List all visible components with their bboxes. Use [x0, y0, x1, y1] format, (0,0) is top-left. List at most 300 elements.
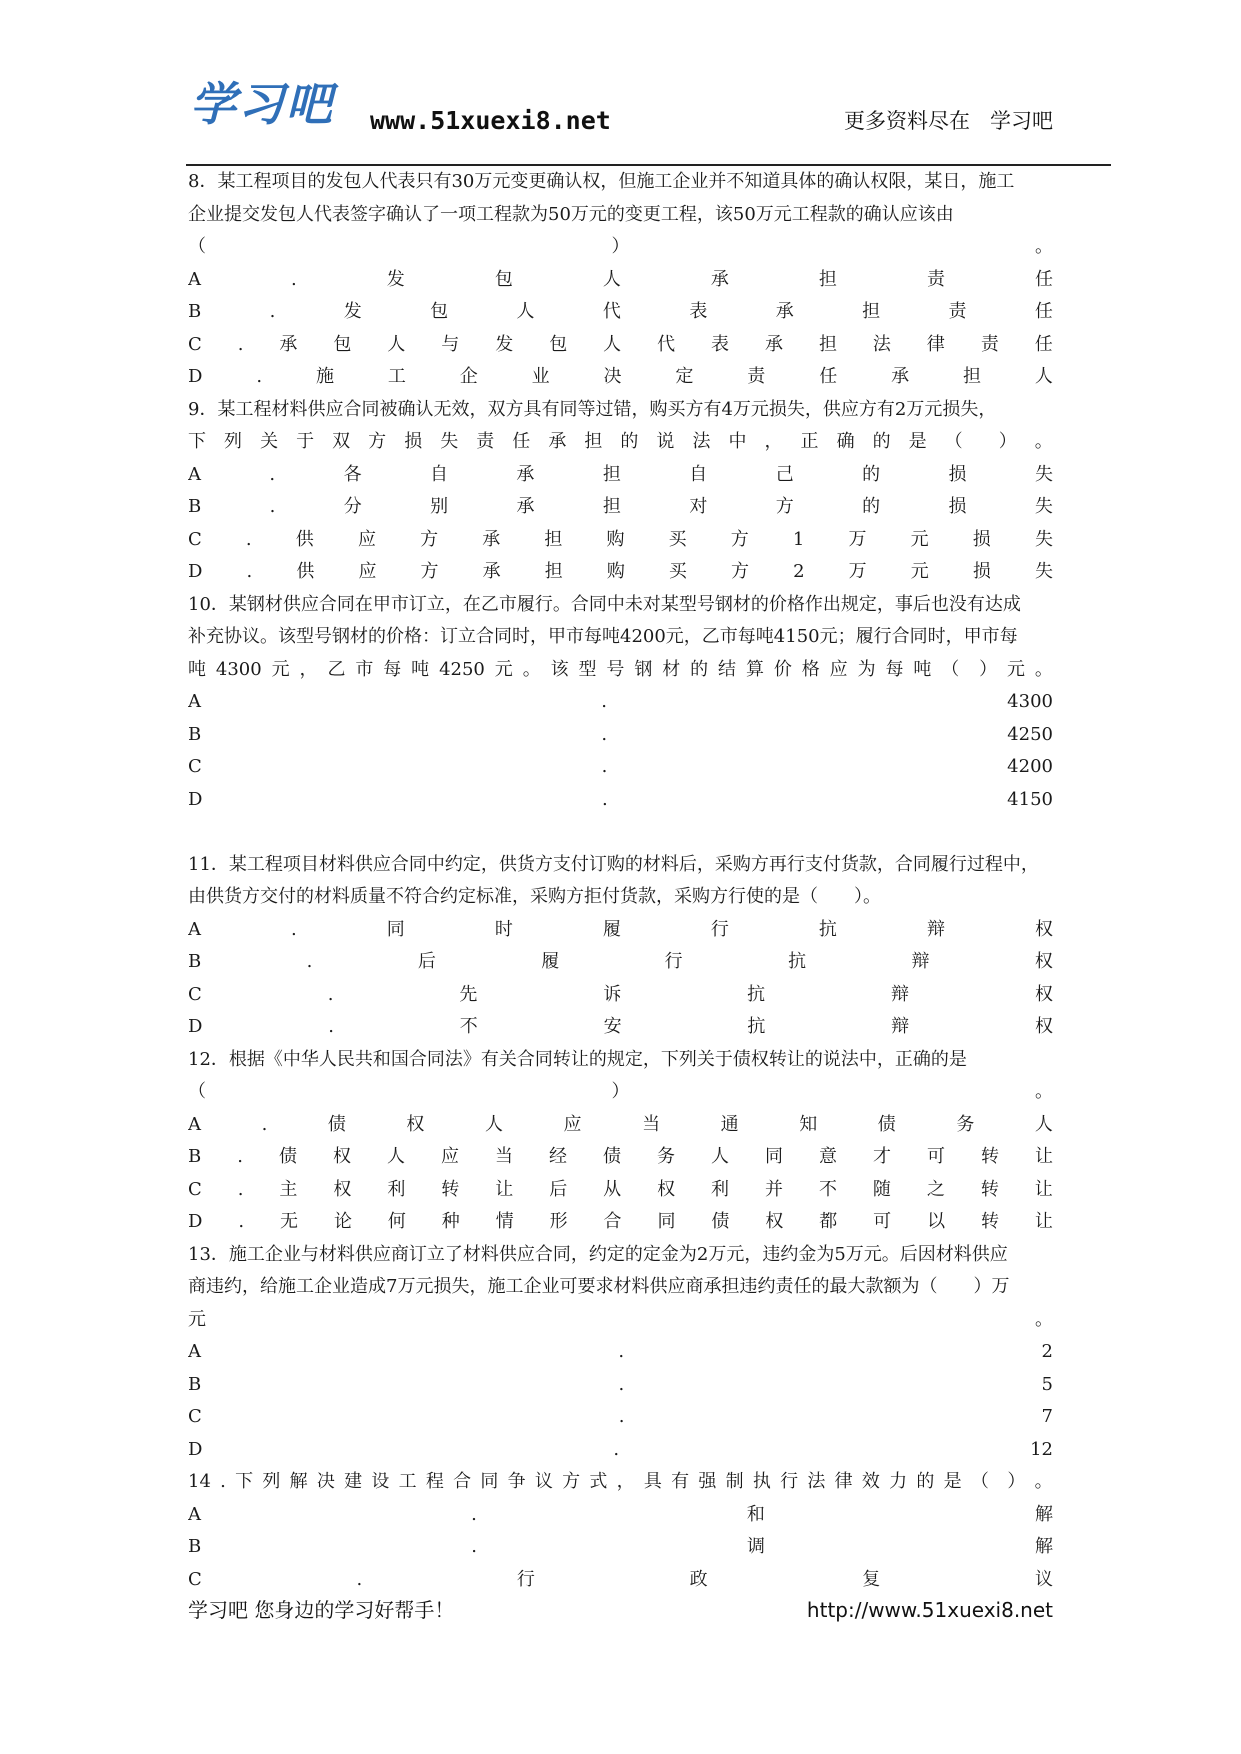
token: 履 — [602, 918, 621, 940]
token: 。 — [522, 658, 541, 680]
answer-option — [188, 329, 1053, 362]
token: 辩 — [891, 1016, 910, 1037]
token: . — [356, 1568, 363, 1590]
question-text-line: 补充协议。该型号钢材的价格：订立合同时，甲市每吨4200元，乙市每吨4150元；履行合同时，甲市每 — [188, 626, 1018, 647]
token: 包 — [333, 333, 352, 355]
token: 承 — [548, 431, 567, 452]
token: 5 — [1041, 1373, 1053, 1395]
token: . — [237, 1178, 244, 1200]
answer-option — [188, 524, 1053, 557]
token: 应 — [357, 528, 376, 550]
token: 分 — [343, 496, 362, 517]
token: 自 — [430, 463, 448, 485]
token: 有 — [671, 1471, 690, 1492]
token: 经 — [548, 1146, 567, 1167]
token: 当 — [494, 1146, 513, 1167]
footer-url[interactable]: http://www.51xuexi8.net — [806, 1598, 1053, 1622]
site-logo[interactable]: 学习吧 — [190, 77, 334, 131]
token: 议 — [534, 1471, 553, 1492]
token: A — [188, 1503, 201, 1525]
token: 的 — [916, 1471, 935, 1492]
question-list — [188, 166, 1053, 1596]
token: B — [188, 1536, 202, 1557]
answer-option — [188, 361, 1053, 394]
token: 务 — [956, 1113, 975, 1135]
question-text-line: 12．根据《中华人民共和国合同法》有关合同转让的规定，下列关于债权转让的说法中，正确的是 — [188, 1048, 967, 1070]
token: 应 — [829, 658, 848, 680]
token: 承 — [765, 333, 783, 355]
answer-blank-line — [188, 231, 1053, 264]
token: 代 — [602, 301, 621, 322]
question-text-line: 商违约，给施工企业造成7万元损失，施工企业可要求材料供应商承担违约责任的最大款额为（ ）万 — [188, 1276, 1010, 1297]
token: 转 — [980, 1178, 999, 1200]
token: ， — [299, 658, 318, 680]
token: 供 — [296, 561, 315, 582]
token: 责 — [747, 366, 766, 387]
token: 的 — [862, 463, 881, 485]
token: 让 — [1034, 1178, 1053, 1200]
token: 解 — [1034, 1536, 1053, 1557]
answer-option — [188, 1109, 1053, 1142]
token: 责 — [948, 301, 967, 322]
token: 决 — [603, 366, 622, 387]
token: （ — [970, 1471, 989, 1492]
token: 包 — [430, 301, 449, 322]
token: . — [601, 691, 607, 712]
token: 列 — [262, 1471, 281, 1492]
token: 以 — [927, 1211, 946, 1232]
token: 法 — [692, 431, 711, 452]
token: 权 — [1034, 1016, 1053, 1037]
token: 安 — [603, 1016, 622, 1037]
token: ） — [1007, 1471, 1026, 1492]
token: ） — [611, 1081, 630, 1102]
token: 下 — [188, 431, 206, 452]
footer-slogan: 学习吧 您身边的学习好帮手！ — [188, 1598, 455, 1622]
token: 主 — [279, 1178, 298, 1200]
token: 承 — [516, 496, 535, 517]
token: 各 — [343, 463, 362, 485]
answer-option — [188, 784, 1053, 817]
token: . — [601, 756, 608, 777]
token: 权 — [333, 1178, 352, 1200]
site-url[interactable]: www.51xuexi8.net — [370, 106, 611, 135]
token: 承 — [482, 561, 501, 582]
answer-option — [188, 1401, 1053, 1434]
token: 具 — [643, 1471, 662, 1492]
token: 效 — [861, 1471, 880, 1492]
token: 解 — [1034, 1503, 1053, 1525]
token: 辩 — [926, 918, 945, 940]
token: 方 — [368, 431, 387, 452]
token: 是 — [943, 1471, 962, 1492]
token: 代 — [657, 333, 676, 355]
token: 与 — [441, 333, 460, 355]
token: 1 — [792, 528, 805, 550]
question-text-line — [188, 1466, 1053, 1499]
token: 抗 — [818, 918, 837, 940]
token: 不 — [818, 1178, 837, 1200]
token: 形 — [549, 1211, 568, 1232]
token: 人 — [603, 333, 622, 355]
token: 任 — [512, 431, 531, 452]
question-text-line: 11．某工程项目材料供应合同中约定，供货方支付订购的材料后，采购方再行支付货款，合同履行过程中， — [188, 853, 1039, 875]
token: 从 — [603, 1178, 622, 1200]
token: C — [188, 756, 202, 777]
token: . — [261, 1113, 268, 1135]
token: 吨 — [411, 658, 430, 680]
token: 论 — [333, 1211, 352, 1232]
token: 之 — [926, 1178, 945, 1200]
token: . — [269, 301, 276, 322]
token: 方 — [420, 528, 439, 550]
token: 的 — [872, 431, 891, 452]
answer-option — [188, 1499, 1053, 1532]
token: 权 — [332, 1146, 351, 1167]
token: 行 — [664, 951, 683, 972]
token: 程 — [425, 1471, 444, 1492]
token: 权 — [1034, 983, 1053, 1005]
token: 先 — [459, 983, 478, 1005]
token: 任 — [1034, 301, 1053, 322]
token: B — [188, 951, 202, 972]
token: C — [188, 333, 202, 355]
token: 权 — [1034, 918, 1053, 940]
token: 担 — [544, 561, 563, 582]
token: 失 — [1034, 496, 1053, 517]
token: C — [188, 1406, 202, 1427]
token: 自 — [689, 463, 708, 485]
token: 行 — [710, 918, 729, 940]
token: 失 — [440, 431, 459, 452]
token: 每 — [383, 658, 402, 680]
token: . — [306, 951, 313, 972]
token: C — [188, 1568, 202, 1590]
token: 说 — [656, 431, 675, 452]
answer-option — [188, 719, 1053, 752]
token: 2 — [793, 561, 805, 582]
token: 应 — [563, 1113, 582, 1135]
token: 政 — [689, 1568, 708, 1590]
token: 4250 — [1007, 723, 1053, 745]
token: ， — [616, 1471, 635, 1492]
token: 抗 — [747, 983, 766, 1005]
token: B — [188, 301, 202, 322]
token: 让 — [495, 1178, 514, 1200]
token: . — [613, 1438, 620, 1460]
token: 种 — [441, 1211, 460, 1232]
token: 担 — [818, 268, 837, 290]
token: B — [188, 1373, 202, 1395]
token: 购 — [606, 561, 625, 582]
answer-blank-line — [188, 1076, 1053, 1109]
token: 供 — [295, 528, 314, 550]
answer-option — [188, 946, 1053, 979]
token: 和 — [746, 1503, 765, 1525]
question-text-line: 8．某工程项目的发包人代表只有30万元变更确认权，但施工企业并不知道具体的确认权限，某日，施工 — [188, 171, 1015, 192]
token: 通 — [720, 1113, 739, 1135]
token: 方 — [562, 1471, 581, 1492]
token: 。 — [1034, 1471, 1053, 1492]
token: D — [188, 788, 203, 810]
token: 买 — [668, 528, 687, 550]
token: 制 — [725, 1471, 744, 1492]
token: 合 — [453, 1471, 472, 1492]
token: 法 — [872, 333, 891, 355]
token: A — [188, 1341, 201, 1362]
token: 万 — [848, 561, 867, 582]
token: D — [188, 1016, 203, 1037]
token: 钢 — [634, 658, 653, 680]
token: 4250 — [439, 658, 485, 680]
token: 利 — [387, 1178, 406, 1200]
token: . — [471, 1536, 477, 1557]
token: 结 — [718, 658, 737, 680]
token: 承 — [516, 463, 535, 485]
token: 人 — [1034, 1113, 1053, 1135]
answer-option — [188, 1141, 1053, 1174]
token: 的 — [862, 496, 881, 517]
token: 己 — [775, 463, 794, 485]
token: 争 — [507, 1471, 526, 1492]
token: 包 — [494, 268, 513, 290]
token: 承 — [891, 366, 910, 387]
token: 担 — [962, 366, 981, 387]
token: 方 — [775, 496, 794, 517]
token: 万 — [848, 528, 867, 550]
token: . — [601, 788, 608, 810]
token: 任 — [819, 366, 838, 387]
token: （ — [941, 658, 960, 680]
answer-option — [188, 264, 1053, 297]
token: 都 — [819, 1211, 838, 1232]
token: 人 — [484, 1113, 503, 1135]
answer-option — [188, 1531, 1053, 1564]
token: ） — [998, 431, 1017, 452]
token: . — [618, 1406, 625, 1427]
question-text-line: 13．施工企业与材料供应商订立了材料供应合同，约定的定金为2万元，违约金为5万元。后因材料供应 — [188, 1243, 1008, 1265]
token: 关 — [260, 431, 279, 452]
token: B — [188, 723, 202, 745]
token: 价 — [773, 658, 792, 680]
token: 承 — [710, 268, 729, 290]
token: 行 — [516, 1568, 535, 1590]
token: 发 — [343, 301, 362, 322]
question-text-line — [188, 426, 1053, 459]
token: 应 — [440, 1146, 459, 1167]
token: 后 — [417, 951, 436, 972]
token: 承 — [482, 528, 501, 550]
token: 抗 — [788, 951, 807, 972]
token: 列 — [224, 431, 243, 452]
token: 包 — [549, 333, 568, 355]
token: 市 — [355, 658, 374, 680]
token: 任 — [1034, 333, 1053, 355]
token: 可 — [873, 1211, 892, 1232]
answer-option — [188, 1011, 1053, 1044]
token: 何 — [387, 1211, 406, 1232]
token: 让 — [1034, 1146, 1053, 1167]
token: 知 — [799, 1113, 818, 1135]
token: 责 — [476, 431, 495, 452]
answer-option — [188, 979, 1053, 1012]
page-header — [0, 0, 1241, 166]
token: 执 — [752, 1471, 771, 1492]
token: 后 — [549, 1178, 568, 1200]
token: 才 — [872, 1146, 891, 1167]
token: 的 — [690, 658, 709, 680]
token: 辩 — [911, 951, 930, 972]
token: 同 — [480, 1471, 499, 1492]
answer-option — [188, 556, 1053, 589]
token: 元 — [1007, 658, 1025, 680]
token: 可 — [926, 1146, 945, 1167]
question-text-line: 由供货方交付的材料质量不符合约定标准，采购方拒付货款，采购方行使的是（ ）。 — [188, 886, 881, 907]
token: 是 — [908, 431, 927, 452]
token: 算 — [745, 658, 764, 680]
token: 对 — [689, 496, 708, 517]
token: 务 — [656, 1146, 675, 1167]
token: 的 — [620, 431, 639, 452]
token: 中 — [728, 431, 747, 452]
token: 工 — [387, 366, 406, 387]
token: 号 — [606, 658, 625, 680]
token: 时 — [494, 918, 513, 940]
token: 吨 — [188, 658, 206, 680]
token: . — [237, 333, 244, 355]
token: 当 — [642, 1113, 661, 1135]
token: 随 — [872, 1178, 891, 1200]
token: 2 — [1041, 1341, 1053, 1362]
question-text-line — [188, 654, 1053, 687]
answer-option — [188, 491, 1053, 524]
token: 利 — [711, 1178, 730, 1200]
token: 律 — [834, 1471, 853, 1492]
token: 损 — [972, 561, 991, 582]
token: 人 — [1034, 366, 1053, 387]
token: 方 — [420, 561, 439, 582]
token: 权 — [657, 1178, 676, 1200]
token: 发 — [495, 333, 514, 355]
token: . — [471, 1503, 477, 1525]
token: 施 — [315, 366, 334, 387]
token: . — [328, 1016, 334, 1037]
token: D — [188, 1211, 203, 1232]
answer-option — [188, 1174, 1053, 1207]
token: 表 — [711, 333, 730, 355]
token: 任 — [1034, 268, 1053, 290]
token: 力 — [889, 1471, 908, 1492]
token: 担 — [602, 463, 621, 485]
token: 设 — [371, 1471, 390, 1492]
token: 该 — [550, 658, 569, 680]
token: . — [245, 528, 252, 550]
answer-option — [188, 459, 1053, 492]
token: 方 — [731, 561, 750, 582]
token: 下 — [235, 1471, 254, 1492]
token: 强 — [698, 1471, 717, 1492]
token: 债 — [278, 1146, 297, 1167]
token: 同 — [657, 1211, 676, 1232]
page-footer — [188, 1592, 1053, 1628]
token: 损 — [948, 496, 967, 517]
token: 辩 — [891, 983, 910, 1005]
token: 权 — [406, 1113, 425, 1135]
token: 承 — [775, 301, 794, 322]
token: 债 — [327, 1113, 346, 1135]
token: . — [269, 463, 276, 485]
token: 于 — [296, 431, 315, 452]
token: A — [188, 691, 201, 712]
token: ） — [979, 658, 998, 680]
token: 为 — [857, 658, 876, 680]
token: 并 — [765, 1178, 783, 1200]
token: 12 — [1030, 1438, 1053, 1460]
question-text-line: 9．某工程材料供应合同被确认无效，双方具有同等过错，购买方有4万元损失，供应方有2万元损失， — [188, 398, 997, 420]
token: 7 — [1041, 1406, 1053, 1427]
token: . — [246, 561, 253, 582]
answer-option — [188, 1369, 1053, 1402]
token: 损 — [948, 463, 967, 485]
answer-option — [188, 1336, 1053, 1369]
token: 债 — [602, 1146, 621, 1167]
token: 每 — [885, 658, 904, 680]
token: 抗 — [747, 1016, 766, 1037]
token: B — [188, 496, 202, 517]
token: 元 — [494, 658, 513, 680]
token: 损 — [404, 431, 423, 452]
token: 担 — [544, 528, 563, 550]
answer-option — [188, 914, 1053, 947]
token: . — [237, 1146, 243, 1167]
token: 担 — [584, 431, 603, 452]
token: 14 — [188, 1471, 211, 1492]
token: 失 — [1034, 528, 1053, 550]
answer-blank-line — [188, 1304, 1053, 1337]
token: 诉 — [603, 983, 622, 1005]
token: C — [188, 983, 202, 1005]
token: ） — [611, 236, 630, 257]
token: 型 — [578, 658, 597, 680]
token: 。 — [1035, 236, 1053, 257]
token: 乙 — [327, 658, 346, 680]
answer-option — [188, 751, 1053, 784]
spacer — [188, 816, 1053, 849]
token: 同 — [386, 918, 405, 940]
token: 同 — [764, 1146, 783, 1167]
answer-option — [188, 686, 1053, 719]
token: 应 — [358, 561, 377, 582]
token: 担 — [602, 496, 621, 517]
token: 方 — [730, 528, 749, 550]
token: 吨 — [913, 658, 932, 680]
token: . — [220, 1471, 226, 1492]
token: A — [188, 1113, 201, 1135]
token: 担 — [818, 333, 837, 355]
token: （ — [188, 1081, 206, 1102]
token: C — [188, 1178, 202, 1200]
question-text-line: 10．某钢材供应合同在甲市订立，在乙市履行。合同中未对某型号钢材的价格作出规定，事后也没有达成 — [188, 593, 1021, 615]
token: 失 — [1034, 463, 1053, 485]
token: A — [188, 463, 201, 485]
token: （ — [944, 431, 963, 452]
answer-option — [188, 296, 1053, 329]
token: 4200 — [1007, 756, 1053, 777]
token: 担 — [862, 301, 881, 322]
token: . — [618, 1373, 625, 1395]
header-tagline: 更多资料尽在 学习吧 — [843, 109, 1053, 133]
token: 法 — [807, 1471, 826, 1492]
